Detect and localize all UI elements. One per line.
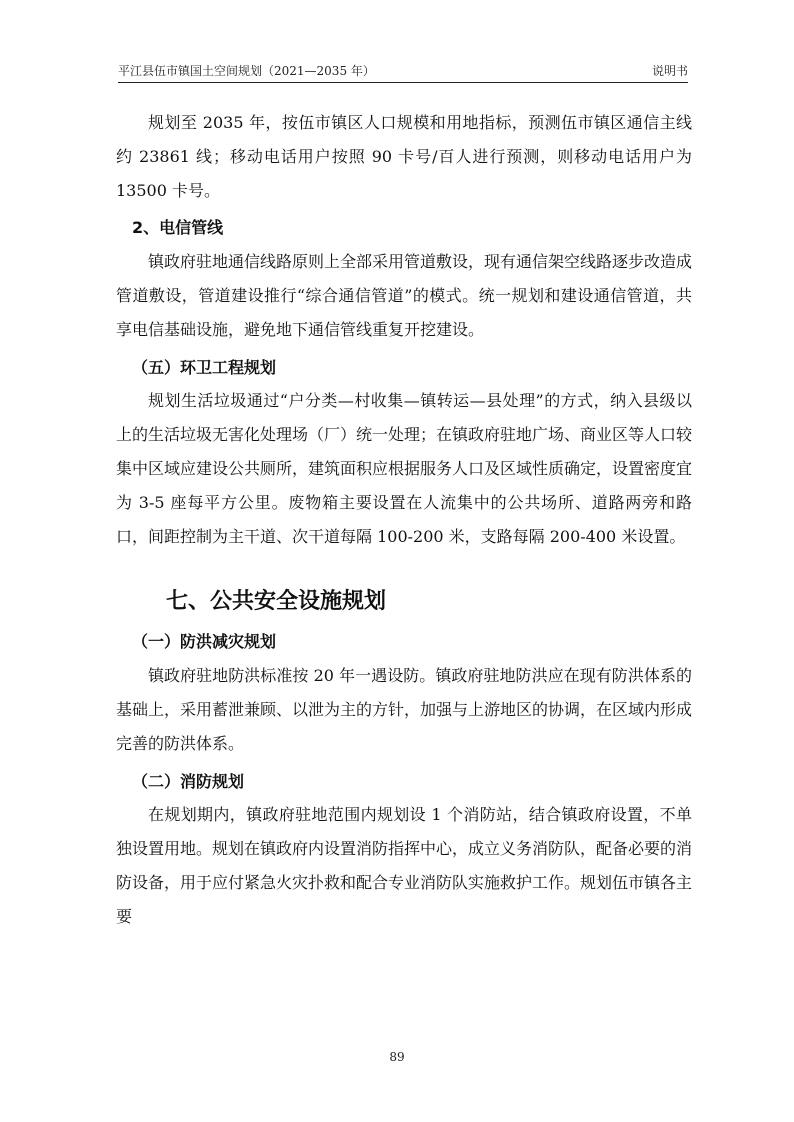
paragraph-flood-control: 镇政府驻地防洪标准按 20 年一遇设防。镇政府驻地防洪应在现有防洪体系的基础上，采用蓄泄兼顾、以泄为主的方针，加强与上游地区的协调，在区域内形成完善的防洪体系。 <box>116 666 693 753</box>
heading-flood-control: （一）防洪减灾规划 <box>132 632 277 652</box>
paragraph-sanitation: 规划生活垃圾通过“户分类—村收集—镇转运—县处理”的方式，纳入县级以上的生活垃圾无害化处理场（厂）统一处理；在镇政府驻地广场、商业区等人口较集中区域应建设公共厕所，建筑面积应根据服务人口及区域性质确定，设置密度宜为 3-5 座每平方公里。废物箱主要设置在人流集中的公共场所、道路两旁和路口，间距控制为主干道、次干道每隔 100-200 米，支路每隔 200-400 米设置。 <box>116 391 693 546</box>
paragraph-telecom-lines: 镇政府驻地通信线路原则上全部采用管道敷设，现有通信架空线路逐步改造成管道敷设，管道建设推行“综合通信管道”的模式。统一规划和建设通信管道，共享电信基础设施，避免地下通信管线重复开挖建设。 <box>116 252 693 339</box>
chapter-heading-public-safety: 七、公共安全设施规划 <box>166 589 387 615</box>
paragraph-telecom-forecast: 规划至 2035 年，按伍市镇区人口规模和用地指标，预测伍市镇区通信主线约 23861 线；移动电话用户按照 90 卡号/百人进行预测，则移动电话用户为 13500 卡号。 <box>116 113 692 200</box>
heading-sanitation: （五）环卫工程规划 <box>132 357 277 377</box>
heading-fire-protection: （二）消防规划 <box>132 771 245 791</box>
header-title: 平江县伍市镇国土空间规划（2021—2035 年） <box>118 64 375 78</box>
paragraph-fire-protection: 在规划期内，镇政府驻地范围内规划设 1 个消防站，结合镇政府设置，不单独设置用地。规划在镇政府内设置消防指挥中心，成立义务消防队，配备必要的消防设备，用于应付紧急火灾扑救和配合专业消防队实施救护工作。规划伍市镇各主要 <box>116 805 693 926</box>
page-body <box>116 106 692 934</box>
page-number: 89 <box>389 1050 405 1064</box>
header-doc-type: 说明书 <box>651 64 688 78</box>
heading-telecom-lines: 2、电信管线 <box>132 218 224 238</box>
page-header <box>118 62 688 83</box>
